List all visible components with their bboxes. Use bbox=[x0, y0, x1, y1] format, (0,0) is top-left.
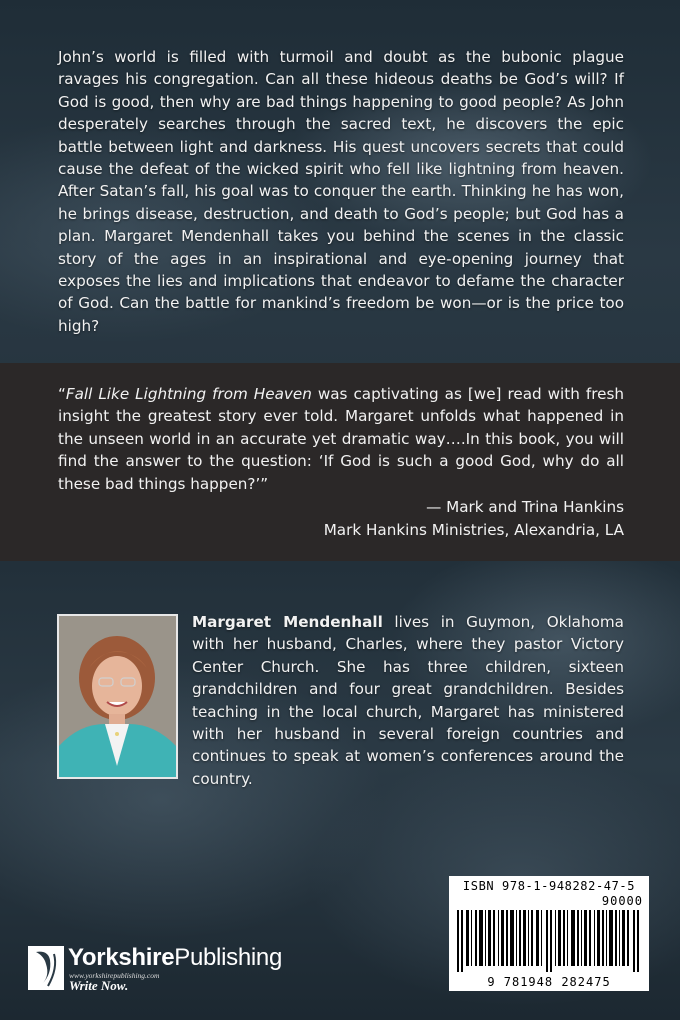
isbn-barcode bbox=[449, 876, 649, 991]
price-code: 90000 bbox=[601, 894, 643, 908]
endorsement-text: was captivating as [we] read with fresh insight the greatest story ever told. Margaret unfolds what happened in the unseen world in an accurate yet dramatic way….In this book, you will find the answer to the question: ‘If God is such a good God, why do all these bad things happen?’” bbox=[58, 385, 624, 493]
open-quote: “ bbox=[58, 385, 66, 403]
author-name: Margaret Mendenhall bbox=[192, 613, 383, 631]
barcode-bars bbox=[457, 910, 641, 972]
publisher-url: www.yorkshirepublishing.com bbox=[69, 971, 160, 980]
author-bio bbox=[192, 611, 624, 790]
back-cover-blurb: John’s world is filled with turmoil and doubt as the bubonic plague ravages his congregation. Can all these hideous deaths be God’s will? If God is good, then why are bad things happening to good people? As John desperately searches through the sacred text, he discovers the epic battle between light and darkness. His quest uncovers secrets that could cause the defeat of the wicked spirit who fell like lightning from heaven. After Satan’s fall, his goal was to conquer the earth. Thinking he has won, he brings disease, destruction, and death to God’s people; but God has a plan. Margaret Mendenhall takes you behind the scenes in the classic story of the ages in an inspirational and eye-opening journey that exposes the lies and implications that endeavor to defame the character of God. Can the battle for mankind’s freedom be won—or is the price too high? bbox=[58, 48, 624, 335]
publisher-name: YorkshirePublishing bbox=[68, 944, 282, 971]
publisher-emblem-icon bbox=[28, 946, 64, 990]
book-title: Fall Like Lightning from Heaven bbox=[65, 385, 312, 403]
endorsement-band bbox=[0, 363, 680, 561]
isbn-number: ISBN 978-1-948282-47-5 bbox=[462, 879, 636, 893]
barcode-digits: 9 781948 282475 bbox=[487, 975, 611, 989]
publisher-tagline: Write Now. bbox=[69, 978, 129, 993]
publisher-logo bbox=[28, 944, 328, 994]
author-photo bbox=[57, 614, 178, 779]
endorsement-quote bbox=[58, 383, 624, 495]
author-portrait-image bbox=[59, 616, 176, 777]
endorsement-attribution-org: Mark Hankins Ministries, Alexandria, LA bbox=[323, 521, 624, 539]
author-bio-text: lives in Guymon, Oklahoma with her husband, Charles, where they pastor Victory Center Church. She has three children, sixteen grandchildren and four great grandchildren. Besides teaching in the local church, Margaret has ministered with her husband in several foreign countries and continues to speak at women’s conferences around the country. bbox=[192, 613, 624, 788]
endorsement-attribution-name: — Mark and Trina Hankins bbox=[426, 498, 624, 516]
